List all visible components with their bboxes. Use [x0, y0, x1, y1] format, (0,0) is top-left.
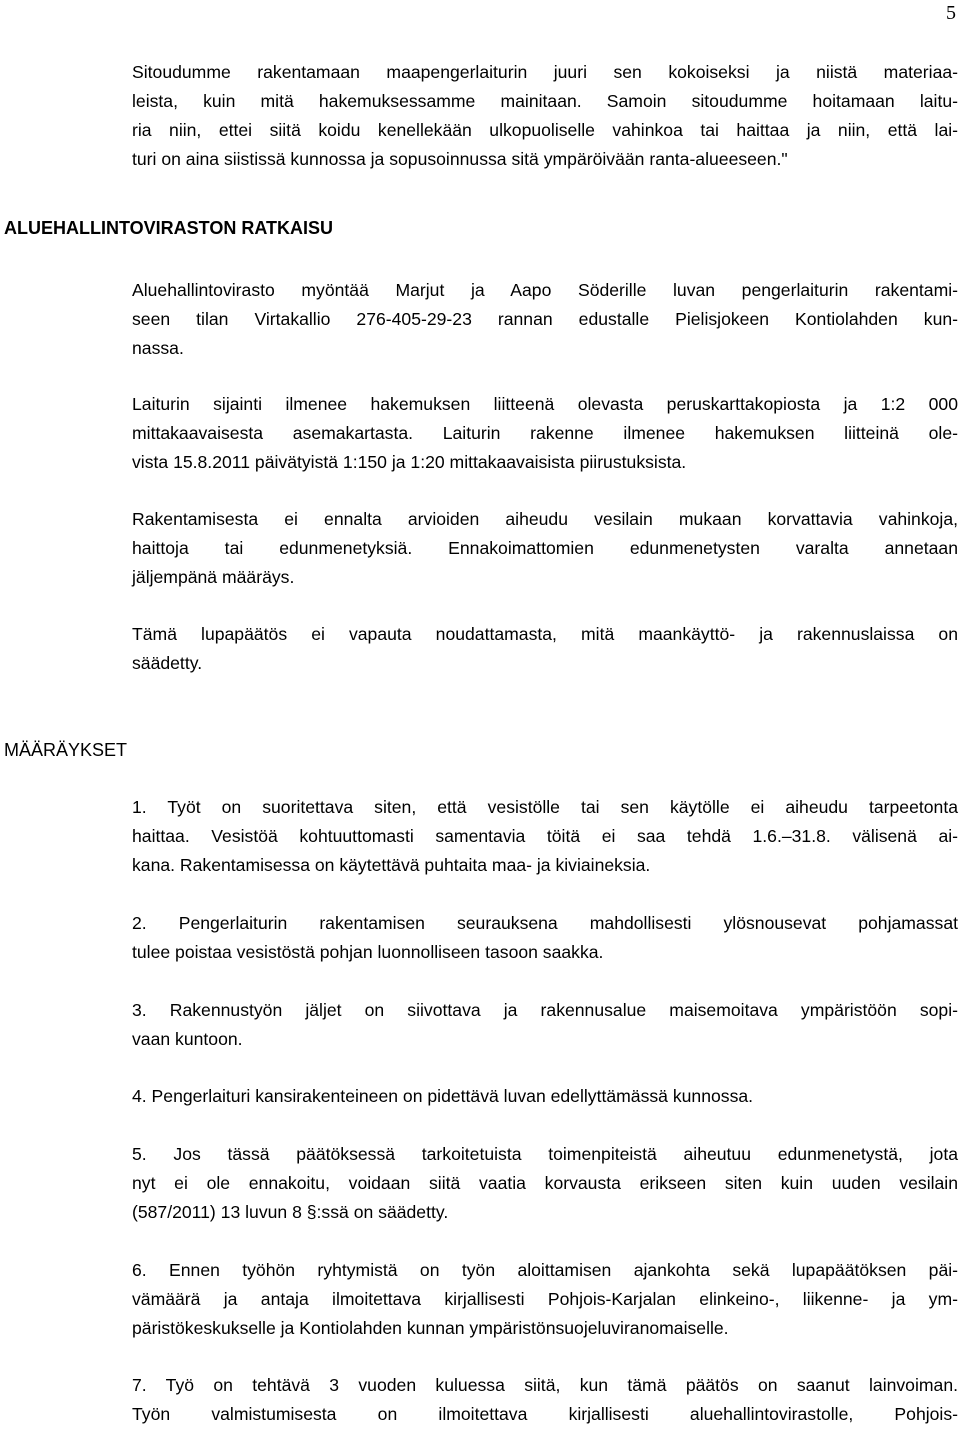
text-line: päristökeskukselle ja Kontiolahden kunnan ympäristönsuojeluviranomaiselle. — [132, 1318, 729, 1338]
text-line: jäljempänä määräys. — [132, 567, 295, 587]
text-line: säädetty. — [132, 653, 203, 673]
text-line: haittaa. Vesistöä kohtuuttomasti samentavia töitä ei saa tehdä 1.6.–31.8. välisenä ai- — [132, 826, 958, 846]
text-line: Rakentamisesta ei ennalta arvioiden aiheudu vesilain mukaan korvattavia vahinkoja, — [132, 509, 958, 529]
page-number: 5 — [946, 2, 956, 24]
condition-item — [132, 996, 958, 1054]
text-line: vaan kuntoon. — [132, 1029, 243, 1049]
decision-paragraph — [132, 276, 958, 363]
text-line: 7. Työ on tehtävä 3 vuoden kuluessa siitä, kun tämä päätös on saanut lainvoiman. — [132, 1375, 958, 1395]
text-line: mittakaavaisesta asemakartasta. Laiturin rakenne ilmenee hakemuksen liitteinä ole- — [132, 423, 958, 443]
condition-item — [132, 793, 958, 880]
condition-item — [132, 1082, 958, 1111]
text-line: Sitoudumme rakentamaan maapengerlaiturin juuri sen kokoiseksi ja niistä materiaa- — [132, 62, 958, 82]
conditions-heading: MÄÄRÄYKSET — [4, 740, 128, 760]
text-line: seen tilan Virtakallio 276-405-29-23 rannan edustalle Pielisjokeen Kontiolahden kun- — [132, 309, 958, 329]
text-line: haittoja tai edunmenetyksiä. Ennakoimattomien edunmenetysten varalta annetaan — [132, 538, 958, 558]
text-line: ria niin, ettei siitä koidu kenellekään ulkopuoliselle vahinkoa tai haittaa ja niin, että lai- — [132, 120, 958, 140]
text-line: 2. Pengerlaiturin rakentamisen seurauksena mahdollisesti ylösnousevat pohjamassat — [132, 913, 958, 933]
condition-item — [132, 1140, 958, 1227]
text-line: Aluehallintovirasto myöntää Marjut ja Aapo Söderille luvan pengerlaiturin rakentami- — [132, 280, 958, 300]
decision-paragraph — [132, 505, 958, 592]
text-line: nassa. — [132, 338, 184, 358]
decision-heading: ALUEHALLINTOVIRASTON RATKAISU — [4, 218, 334, 238]
text-line: 5. Jos tässä päätöksessä tarkoitetuista toimenpiteistä aiheutuu edunmenetystä, jota — [132, 1144, 958, 1164]
text-line: Työn valmistumisesta on ilmoitettava kirjallisesti aluehallintovirastolle, Pohjois- — [132, 1404, 958, 1424]
text-line: tulee poistaa vesistöstä pohjan luonnolliseen tasoon saakka. — [132, 942, 604, 962]
text-line: 1. Työt on suoritettava siten, että vesistölle tai sen käytölle ei aiheudu tarpeetonta — [132, 797, 958, 817]
text-line: turi on aina siistissä kunnossa ja sopusoinnussa sitä ympäröivään ranta-alueeseen." — [132, 149, 788, 169]
condition-item — [132, 1371, 958, 1429]
text-line: nyt ei ole ennakoitu, voidaan siitä vaatia korvausta erikseen siten kuin uuden vesilain — [132, 1173, 958, 1193]
decision-paragraph — [132, 390, 958, 477]
text-line: 6. Ennen työhön ryhtymistä on työn aloittamisen ajankohta sekä lupapäätöksen päi- — [132, 1260, 958, 1280]
text-line: Laiturin sijainti ilmenee hakemuksen liitteenä olevasta peruskarttakopiosta ja 1:2 000 — [132, 394, 958, 414]
text-line: vämäärä ja antaja ilmoitettava kirjallisesti Pohjois-Karjalan elinkeino-, liikenne- ja ym- — [132, 1289, 958, 1309]
condition-item — [132, 909, 958, 967]
condition-item — [132, 1256, 958, 1343]
decision-paragraph — [132, 620, 958, 678]
text-line: vista 15.8.2011 päivätyistä 1:150 ja 1:20 mittakaavaisista piirustuksista. — [132, 452, 687, 472]
intro-quote-paragraph — [132, 58, 958, 174]
text-line: Tämä lupapäätös ei vapauta noudattamasta, mitä maankäyttö- ja rakennuslaissa on — [132, 624, 958, 644]
text-line: kana. Rakentamisessa on käytettävä puhtaita maa- ja kiviaineksia. — [132, 855, 651, 875]
text-line: (587/2011) 13 luvun 8 §:ssä on säädetty. — [132, 1202, 449, 1222]
text-line: leista, kuin mitä hakemuksessamme mainitaan. Samoin sitoudumme hoitamaan laitu- — [132, 91, 958, 111]
text-line: 4. Pengerlaituri kansirakenteineen on pidettävä luvan edellyttämässä kunnossa. — [132, 1086, 754, 1106]
text-line: 3. Rakennustyön jäljet on siivottava ja rakennusalue maisemoitava ympäristöön sopi- — [132, 1000, 958, 1020]
